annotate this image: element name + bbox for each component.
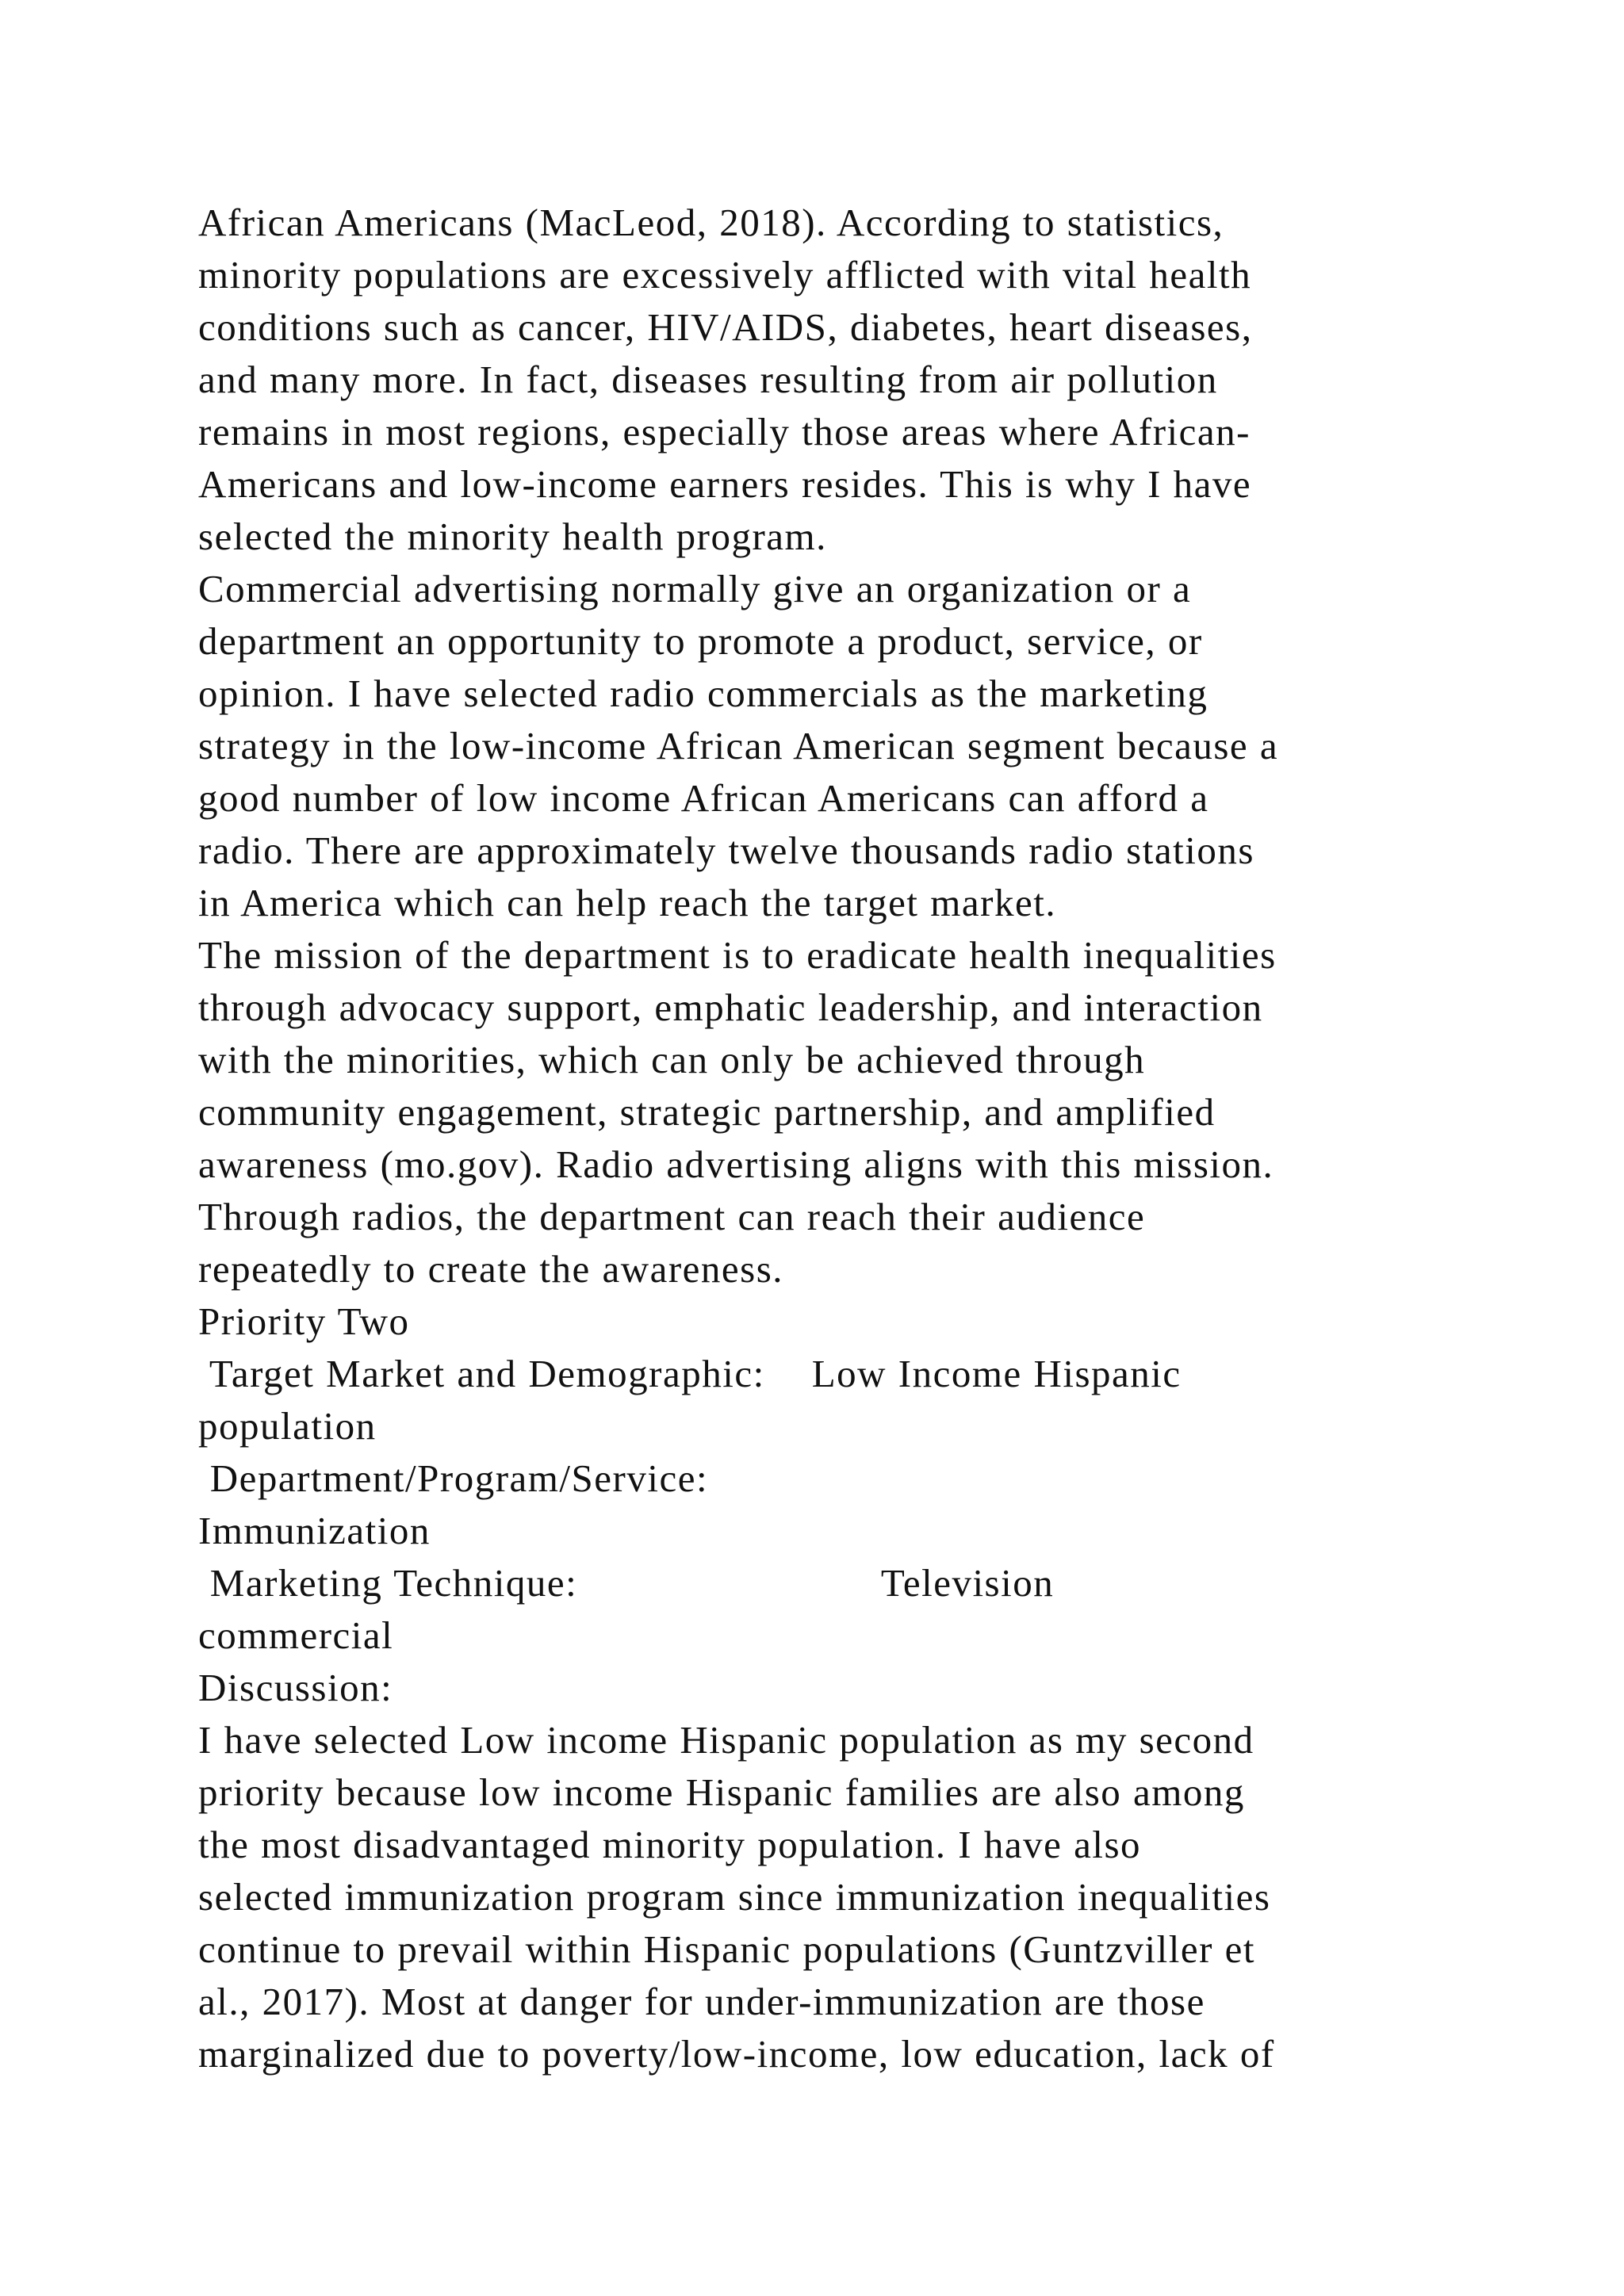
- text-line: Marketing Technique: Television: [198, 1561, 1055, 1605]
- text-line: Department/Program/Service:: [198, 1456, 709, 1500]
- text-line: through advocacy support, emphatic leadership, and interaction: [198, 985, 1263, 1029]
- section-heading: Priority Two: [198, 1299, 410, 1343]
- text-line: marginalized due to poverty/low-income, low education, lack of: [198, 2032, 1275, 2076]
- text-line: selected immunization program since immunization inequalities: [198, 1875, 1271, 1919]
- text-line: community engagement, strategic partnership, and amplified: [198, 1090, 1216, 1134]
- text-line: with the minorities, which can only be achieved through: [198, 1038, 1146, 1081]
- text-line: minority populations are excessively afflicted with vital health: [198, 253, 1252, 297]
- text-line: good number of low income African Americans can afford a: [198, 776, 1209, 820]
- text-line: strategy in the low-income African American segment because a: [198, 724, 1279, 767]
- text-line: radio. There are approximately twelve thousands radio stations: [198, 828, 1254, 872]
- text-line: The mission of the department is to eradicate health inequalities: [198, 933, 1277, 977]
- text-line: I have selected Low income Hispanic population as my second: [198, 1718, 1254, 1762]
- text-line: Americans and low-income earners resides. This is why I have: [198, 462, 1252, 506]
- text-line: African Americans (MacLeod, 2018). According to statistics,: [198, 201, 1224, 244]
- text-line: repeatedly to create the awareness.: [198, 1247, 784, 1291]
- text-line: remains in most regions, especially those areas where African-: [198, 410, 1251, 453]
- text-line: Immunization: [198, 1509, 431, 1552]
- text-line: population: [198, 1404, 377, 1448]
- text-line: Through radios, the department can reach their audience: [198, 1195, 1146, 1238]
- text-line: al., 2017). Most at danger for under-immunization are those: [198, 1980, 1205, 2023]
- document-body: [198, 197, 1515, 2080]
- text-line: continue to prevail within Hispanic populations (Guntzviller et: [198, 1927, 1256, 1971]
- text-line: priority because low income Hispanic families are also among: [198, 1770, 1245, 1814]
- text-line: Target Market and Demographic: Low Income Hispanic: [198, 1352, 1182, 1395]
- text-line: and many more. In fact, diseases resulting from air pollution: [198, 358, 1218, 401]
- text-line: commercial: [198, 1613, 394, 1657]
- text-line: conditions such as cancer, HIV/AIDS, diabetes, heart diseases,: [198, 305, 1253, 349]
- text-line: Commercial advertising normally give an organization or a: [198, 567, 1192, 610]
- text-line: opinion. I have selected radio commercials as the marketing: [198, 672, 1208, 715]
- text-line: awareness (mo.gov). Radio advertising aligns with this mission.: [198, 1142, 1274, 1186]
- section-heading: Discussion:: [198, 1666, 393, 1709]
- text-line: department an opportunity to promote a product, service, or: [198, 619, 1203, 663]
- text-line: the most disadvantaged minority population. I have also: [198, 1823, 1142, 1866]
- text-line: selected the minority health program.: [198, 515, 827, 558]
- text-line: in America which can help reach the target market.: [198, 881, 1057, 924]
